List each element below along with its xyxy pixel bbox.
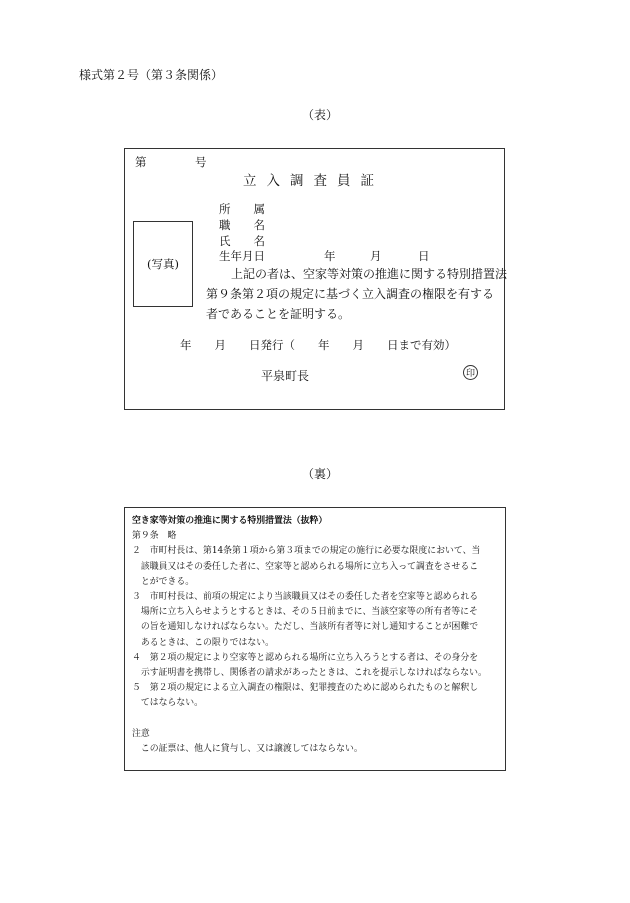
law-line: あるときは、この限りではない。 bbox=[132, 637, 274, 648]
law-line: ５ 第２項の規定による立入調査の権限は、犯罪捜査のために認められたものと解釈し bbox=[132, 683, 479, 694]
id-card-front bbox=[124, 148, 508, 410]
law-line: 第９条 略 bbox=[132, 531, 177, 542]
id-card-back bbox=[124, 507, 506, 771]
photo-label: (写真) bbox=[147, 257, 179, 271]
law-line: ４ 第２項の規定により空家等と認められる場所に立ち入ろうとする者は、その身分を bbox=[132, 652, 479, 663]
law-line: ３ 市町村長は、前項の規定により当該職員又はその委任した者を空家等と認められる bbox=[132, 592, 479, 603]
issuer-name: 平泉町長 bbox=[261, 369, 310, 383]
notice-title: 注意 bbox=[132, 728, 150, 739]
law-line: ２ 市町村長は、第14条第１項から第３項までの規定の施行に必要な限度において、当 bbox=[132, 546, 481, 557]
form-number: 様式第２号（第３条関係） bbox=[79, 68, 224, 82]
statement-line-2: 第９条第２項の規定に基づく立入調査の権限を有する bbox=[206, 287, 495, 301]
birthdate-label: 生年月日 bbox=[219, 249, 265, 263]
photo-box bbox=[133, 221, 193, 307]
card-title: 立入調査員証 bbox=[243, 173, 384, 189]
statement-line-1: 上記の者は、空家等対策の推進に関する特別措置法 bbox=[231, 267, 508, 281]
birth-month-label: 月 bbox=[370, 249, 382, 263]
issue-validity-line: 年 月 日発行（ 年 月 日まで有効） bbox=[180, 338, 456, 352]
name-label: 氏 名 bbox=[219, 234, 265, 248]
seal-icon: 印 bbox=[463, 365, 478, 380]
back-side-label: （裏） bbox=[302, 467, 339, 481]
law-line: 示す証明書を携帯し、関係者の請求があったときは、これを提示しなければならない。 bbox=[132, 668, 487, 679]
law-line: 該職員又はその委任した者に、空家等と認められる場所に立ち入って調査をさせるこ bbox=[132, 561, 479, 572]
birth-year-label: 年 bbox=[324, 249, 336, 263]
law-line: てはならない。 bbox=[132, 698, 203, 709]
law-line: 場所に立ち入らせようとするときは、その５日前までに、当該空家等の所有者等にそ bbox=[132, 607, 478, 618]
law-title: 空き家等対策の推進に関する特別措置法（抜粋） bbox=[132, 516, 328, 526]
law-line: の旨を通知しなければならない。ただし、当該所有者等に対し通知することが困難で bbox=[132, 622, 479, 633]
affiliation-label: 所 属 bbox=[219, 202, 265, 216]
card-number-suffix: 号 bbox=[195, 155, 207, 169]
card-number-prefix: 第 bbox=[135, 155, 147, 169]
birth-day-label: 日 bbox=[418, 249, 430, 263]
position-label: 職 名 bbox=[219, 218, 265, 232]
statement-line-3: 者であることを証明する。 bbox=[206, 307, 351, 321]
spacer bbox=[132, 712, 499, 727]
front-side-label: （表） bbox=[302, 108, 339, 122]
law-line: とができる。 bbox=[132, 576, 195, 587]
notice-text: この証票は、他人に貸与し、又は譲渡してはならない。 bbox=[132, 743, 363, 754]
